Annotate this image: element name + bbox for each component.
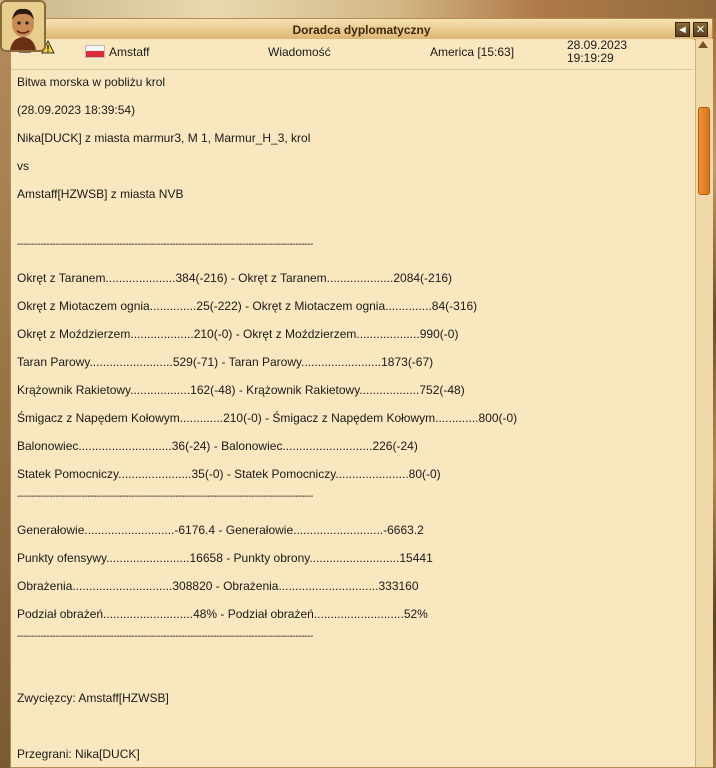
report-line: Krążownik Rakietowy..................162(-48) - Krążownik Rakietowy..................752(-48) (17, 383, 465, 397)
window-title: Doradca dyplomatyczny (292, 23, 431, 37)
report-line: Generałowie...........................-6176.4 - Generałowie...........................-6663.2 (17, 523, 424, 537)
report-line: Okręt z Moździerzem...................210(-0) - Okręt z Moździerzem...................990(-0) (17, 327, 459, 341)
report-line: Punkty ofensywy.........................16658 - Punkty obrony...........................15441 (17, 551, 433, 565)
report-line: Okręt z Miotaczem ognia..............25(-222) - Okręt z Miotaczem ognia..............84(-316) (17, 299, 478, 313)
report-line: Nika[DUCK] z miasta marmur3, M 1, Marmur_H_3, krol (17, 131, 311, 145)
report-line: Podział obrażeń...........................48% - Podział obrażeń...........................52% (17, 607, 428, 621)
close-button[interactable]: ✕ (693, 22, 708, 37)
message-time: 19:19:29 (567, 51, 614, 65)
poland-flag-icon (85, 45, 105, 58)
diplomatic-advisor-window (10, 18, 713, 768)
game-background-left (0, 18, 10, 768)
message-datetime (567, 39, 627, 65)
message-server: America [15:63] (430, 45, 515, 59)
vertical-scrollbar[interactable] (695, 39, 713, 767)
report-separator: ----------------------------------------------------------------------------------------------------- (17, 239, 313, 250)
report-line: Okręt z Taranem.....................384(-216) - Okręt z Taranem....................2084(-216) (17, 271, 453, 285)
report-line: Statek Pomocniczy......................35(-0) - Statek Pomocniczy......................80(-0) (17, 467, 441, 481)
message-type: Wiadomość (268, 45, 331, 59)
message-header-row[interactable] (11, 39, 694, 70)
report-line: Bitwa morska w pobliżu krol (17, 75, 166, 89)
scroll-up-arrow-icon[interactable] (698, 41, 708, 48)
losers-line: Przegrani: Nika[DUCK] (17, 747, 140, 761)
report-line: Taran Parowy.........................529(-71) - Taran Parowy........................1873(-67) (17, 355, 434, 369)
report-line: Śmigacz z Napędem Kołowym.............210(-0) - Śmigacz z Napędem Kołowym.............800(-0) (17, 411, 518, 425)
back-button[interactable]: ◄ (675, 22, 690, 37)
report-line: Amstaff[HZWSB] z miasta NVB (17, 187, 184, 201)
message-sender[interactable]: Amstaff (109, 45, 150, 59)
game-background-top (0, 0, 716, 18)
report-separator: ----------------------------------------------------------------------------------------------------- (17, 631, 313, 642)
report-separator: ----------------------------------------------------------------------------------------------------- (17, 491, 313, 502)
winners-line: Zwycięzcy: Amstaff[HZWSB] (17, 691, 169, 705)
window-titlebar (11, 19, 712, 40)
report-line: (28.09.2023 18:39:54) (17, 103, 136, 117)
advisor-portrait-avatar (0, 0, 46, 52)
report-line: Obrażenia..............................308820 - Obrażenia..............................333160 (17, 579, 419, 593)
report-line: vs (17, 159, 29, 173)
scrollbar-thumb[interactable] (698, 107, 710, 195)
report-line: Balonowiec............................36(-24) - Balonowiec...........................226(-24) (17, 439, 418, 453)
message-date: 28.09.2023 (567, 38, 628, 52)
